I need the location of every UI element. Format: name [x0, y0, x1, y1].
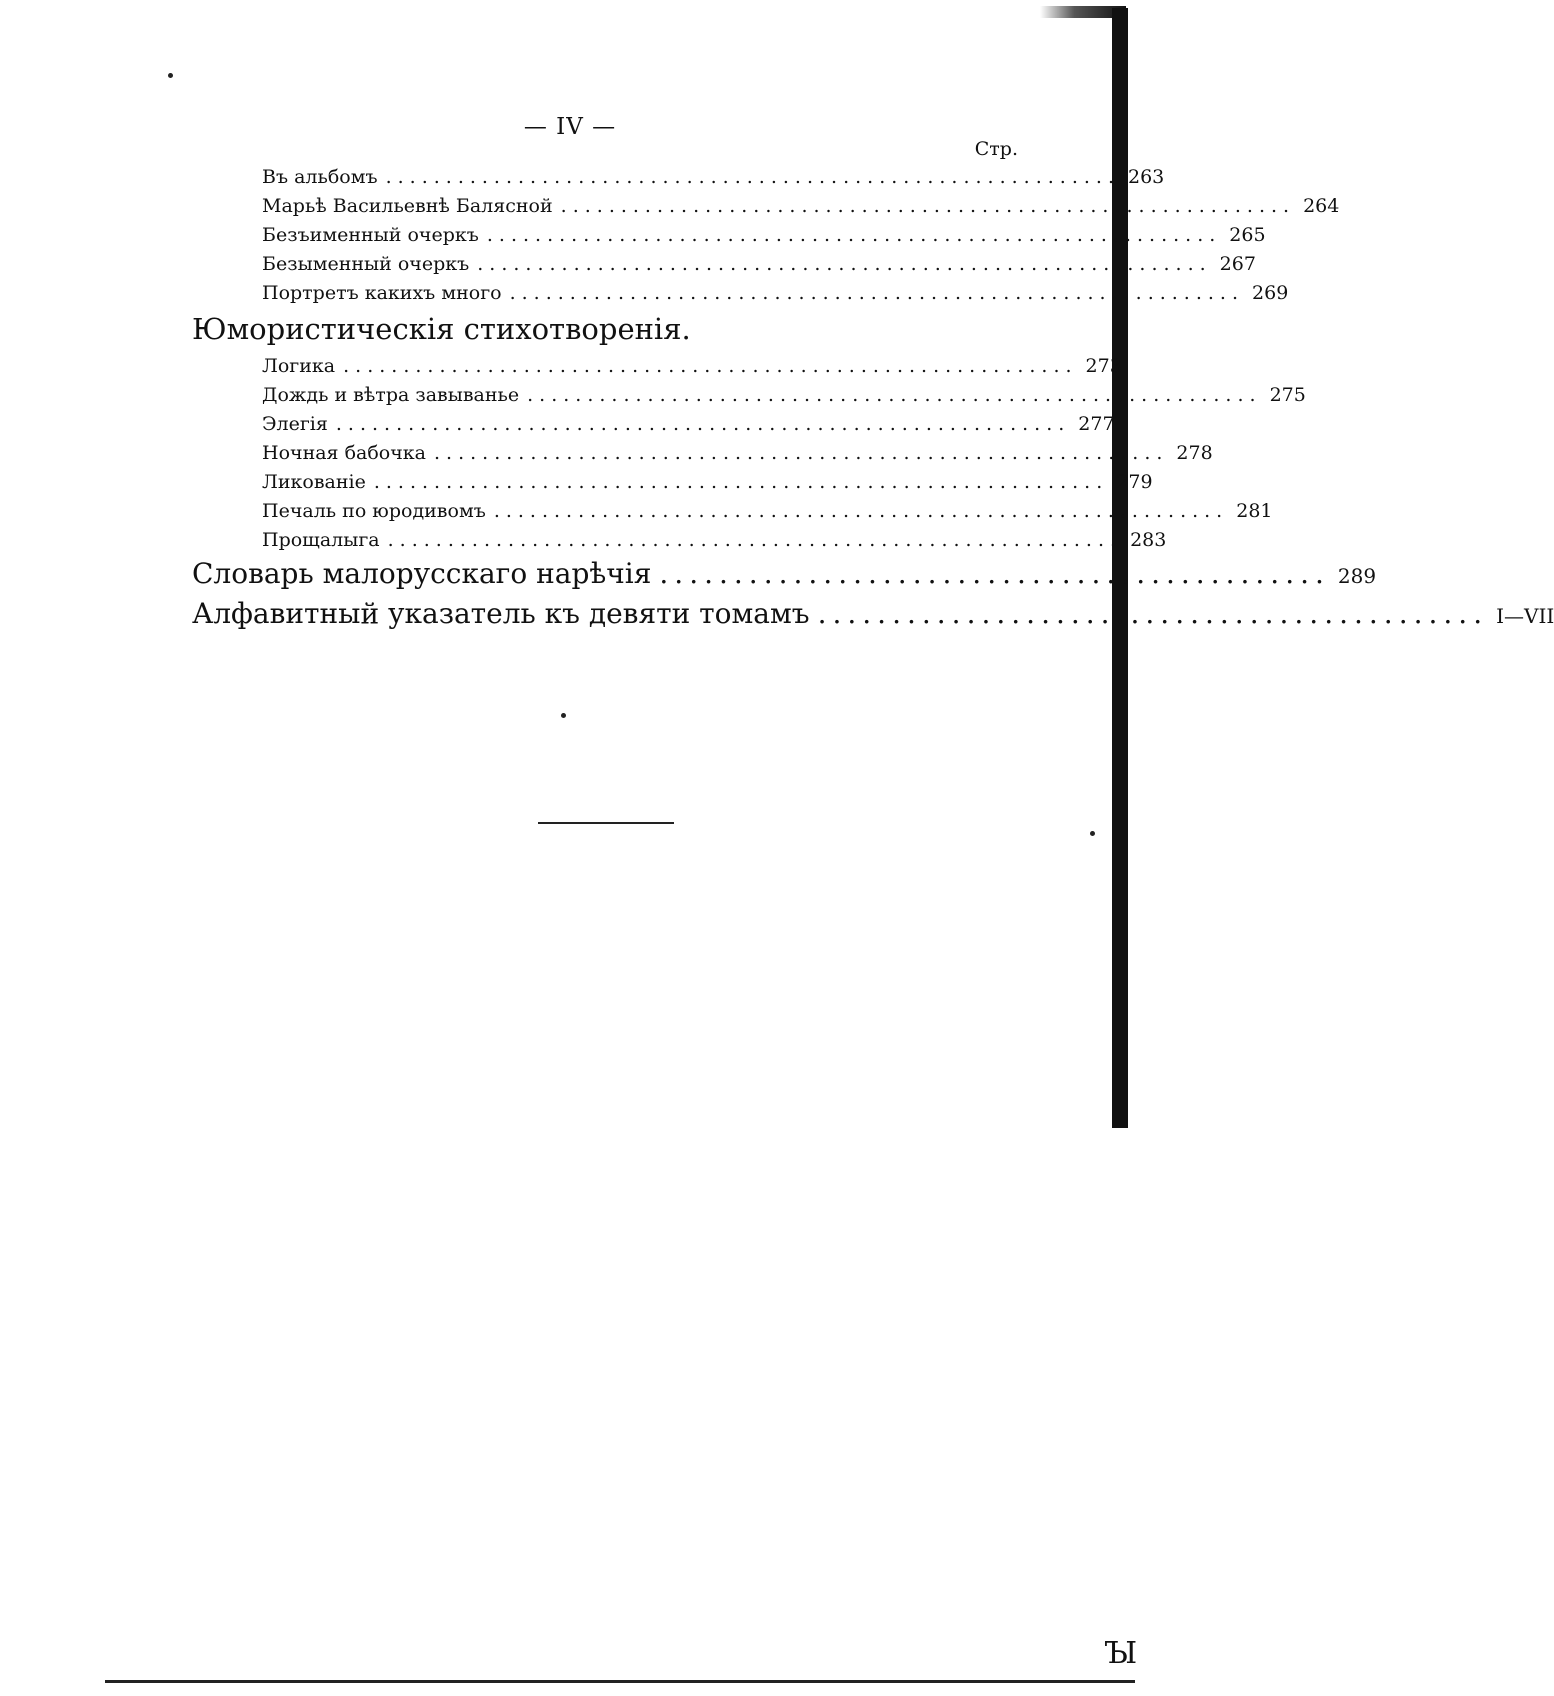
- page-column-heading: Стр.: [974, 138, 1018, 160]
- dot-leader: .............................................................: [434, 442, 1169, 464]
- scan-mark: Ꙑ: [1104, 1636, 1138, 1671]
- toc-entry: [262, 224, 1266, 246]
- section-heading: Юмористическія стихотворенія.: [192, 312, 691, 346]
- dot-leader: .............................................................: [509, 282, 1245, 304]
- toc-entry-page: 273: [1085, 355, 1122, 377]
- toc-entry-page: 277: [1078, 413, 1115, 435]
- page-folio: — IV —: [523, 114, 617, 140]
- dot-leader: .............................................................: [527, 384, 1262, 406]
- toc-entry-title: Дождь и вѣтра завыванье: [262, 384, 520, 406]
- toc-entry-page: 267: [1219, 253, 1256, 275]
- dot-leader: .............................................: [659, 557, 1330, 590]
- dot-leader: .............................................................: [335, 413, 1071, 435]
- toc-entry-page: 289: [1337, 564, 1377, 588]
- toc-entry: [262, 529, 1167, 551]
- toc-entry-page: I—VII: [1496, 604, 1554, 628]
- dot-leader: .............................................................: [385, 166, 1120, 188]
- dot-leader: .............................................................: [387, 529, 1123, 551]
- toc-major-entry: [192, 597, 1554, 630]
- toc-entry: [262, 500, 1273, 522]
- toc-entry-page: 278: [1176, 442, 1213, 464]
- toc-entry: [262, 442, 1213, 464]
- toc-entry: [262, 282, 1289, 304]
- toc-entry: [262, 195, 1340, 217]
- toc-entry: [262, 413, 1115, 435]
- toc-entry-title: Логика: [262, 355, 336, 377]
- toc-entry-title: Ликованіе: [262, 471, 366, 493]
- toc-entry-title: Словарь малорусскаго нарѣчія: [192, 557, 652, 590]
- toc-entry-title: Прощалыга: [262, 529, 380, 551]
- toc-entry-page: 279: [1116, 471, 1153, 493]
- toc-entry-page: 281: [1236, 500, 1273, 522]
- toc-entry-page: 283: [1130, 529, 1167, 551]
- toc-entry-title: Въ альбомъ: [262, 166, 378, 188]
- toc-entry-title: Ночная бабочка: [262, 442, 426, 464]
- toc-entry-page: 263: [1128, 166, 1165, 188]
- dot-leader: .............................................................: [343, 355, 1078, 377]
- toc-entry-page: 264: [1303, 195, 1340, 217]
- toc-entry: [262, 384, 1306, 406]
- dot-leader: .............................................................: [493, 500, 1229, 522]
- dot-leader: .............................................................: [373, 471, 1109, 493]
- dot-leader: .............................................................: [486, 224, 1222, 246]
- toc-entry: [262, 166, 1165, 188]
- dot-leader: .............................................................: [477, 253, 1212, 275]
- scan-speck: [1090, 831, 1095, 836]
- toc-entry-title: Марьѣ Васильевнѣ Балясной: [262, 195, 553, 217]
- page-bottom-edge: [105, 1680, 1135, 1683]
- toc-entry-title: Портретъ какихъ много: [262, 282, 502, 304]
- dot-leader: .............................................................: [560, 195, 1296, 217]
- toc-entry-title: Элегія: [262, 413, 328, 435]
- end-rule: [538, 822, 674, 824]
- toc-entry: [262, 253, 1256, 275]
- scan-speck: [168, 73, 173, 78]
- toc-entry-title: Алфавитный указатель къ девяти томамъ: [192, 597, 810, 630]
- toc-entry: [262, 355, 1122, 377]
- toc-entry-title: Печаль по юродивомъ: [262, 500, 486, 522]
- toc-entry-page: 269: [1252, 282, 1289, 304]
- dot-leader: .............................................: [817, 597, 1489, 630]
- toc-major-entry: [192, 557, 1377, 590]
- scan-speck: [561, 713, 566, 718]
- toc-entry-page: 275: [1269, 384, 1306, 406]
- toc-entry-title: Безыменный очеркъ: [262, 253, 470, 275]
- toc-entry-page: 265: [1229, 224, 1266, 246]
- toc-entry-title: Безъименный очеркъ: [262, 224, 479, 246]
- toc-entry: [262, 471, 1153, 493]
